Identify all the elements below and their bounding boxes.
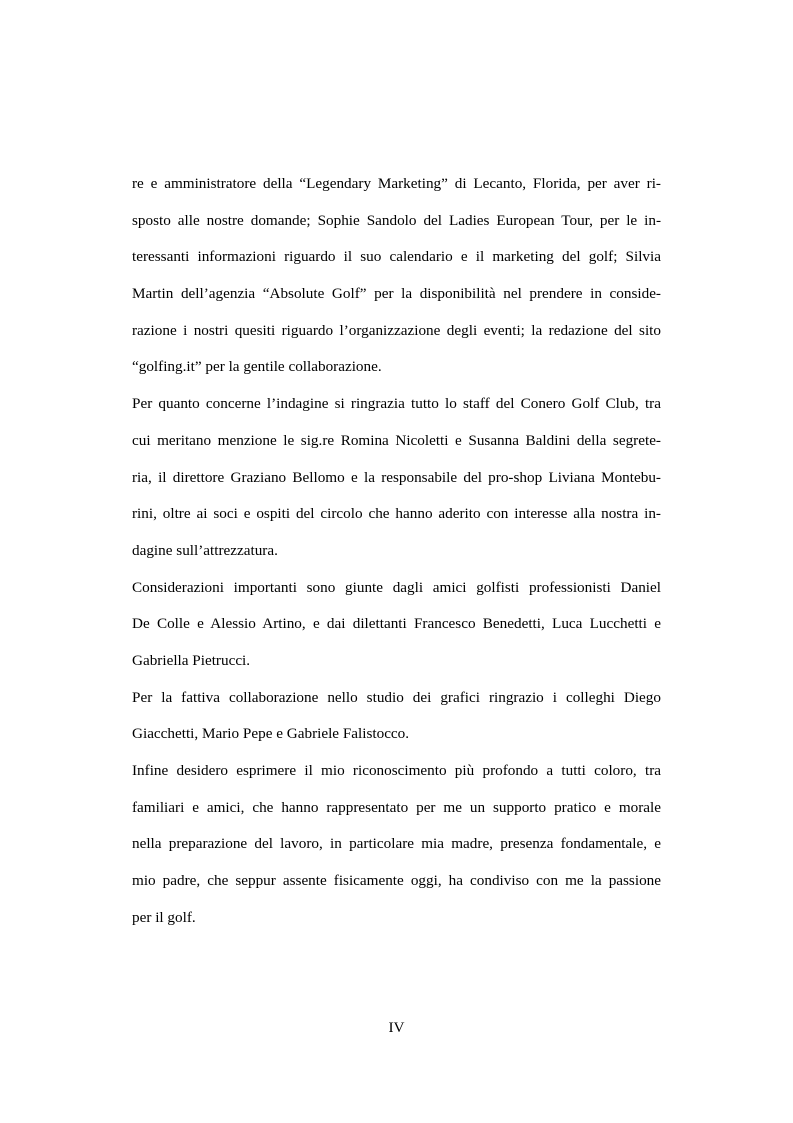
text-line: De Colle e Alessio Artino, e dai dilettanti Francesco Benedetti, Luca Lucchetti e [132, 615, 661, 633]
text-line: Per la fattiva collaborazione nello studio dei grafici ringrazio i colleghi Diego [132, 688, 661, 706]
text-line: “golfing.it” per la gentile collaborazione. [132, 358, 382, 376]
paragraph-credits-family [132, 753, 661, 936]
text-line: familiari e amici, che hanno rappresentato per me un supporto pratico e morale [132, 798, 661, 816]
text-line: per il golf. [132, 908, 196, 926]
body-text [132, 166, 661, 936]
paragraph-credits-marketing [132, 166, 661, 386]
paragraph-credits-golfers [132, 570, 661, 680]
page-number: IV [388, 1019, 405, 1036]
text-line: sposto alle nostre domande; Sophie Sandolo del Ladies European Tour, per le in- [132, 211, 661, 229]
text-line: razione i nostri quesiti riguardo l’organizzazione degli eventi; la redazione del sito [132, 321, 661, 339]
text-line: nella preparazione del lavoro, in particolare mia madre, presenza fondamentale, e [132, 835, 661, 853]
text-line: cui meritano menzione le sig.re Romina Nicoletti e Susanna Baldini della segrete- [132, 431, 661, 449]
paragraph-credits-survey [132, 386, 661, 569]
text-line: dagine sull’attrezzatura. [132, 541, 278, 559]
text-line: Martin dell’agenzia “Absolute Golf” per la disponibilità nel prendere in conside- [132, 285, 661, 303]
text-line: ria, il direttore Graziano Bellomo e la responsabile del pro-shop Liviana Montebu- [132, 468, 661, 486]
text-line: teressanti informazioni riguardo il suo calendario e il marketing del golf; Silvia [132, 248, 661, 266]
text-line: Infine desidero esprimere il mio riconoscimento più profondo a tutti coloro, tra [132, 762, 661, 779]
text-line: Considerazioni importanti sono giunte dagli amici golfisti professionisti Daniel [132, 578, 661, 596]
text-line: Gabriella Pietrucci. [132, 651, 251, 669]
paragraph-credits-colleagues [132, 680, 661, 753]
text-line: rini, oltre ai soci e ospiti del circolo che hanno aderito con interesse alla nostra in- [132, 505, 661, 523]
text-line: Per quanto concerne l’indagine si ringrazia tutto lo staff del Conero Golf Club, tra [132, 395, 661, 413]
text-line: mio padre, che seppur assente fisicamente oggi, ha condiviso con me la passione [132, 872, 661, 890]
text-line: Giacchetti, Mario Pepe e Gabriele Falistocco. [132, 725, 410, 743]
text-line: re e amministratore della “Legendary Marketing” di Lecanto, Florida, per aver ri- [132, 175, 661, 192]
